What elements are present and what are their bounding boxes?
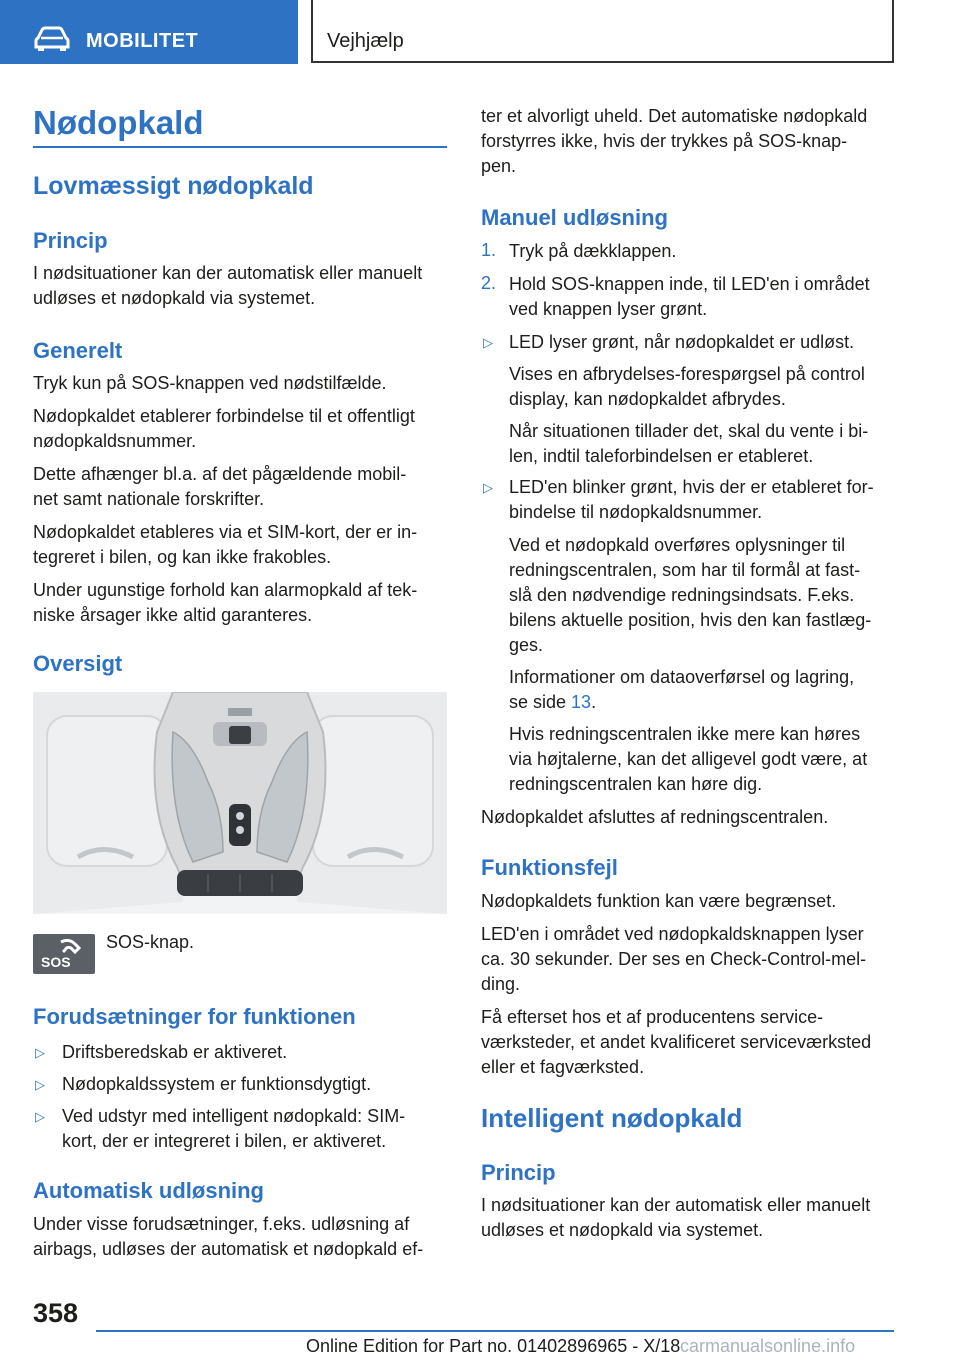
forud-item-1: Driftsberedskab er aktiveret.	[62, 1042, 288, 1062]
result-2-detail: Ved et nødopkald overføres oplysninger til redningscentralen, som har til formål at fast- slå den nødvendige redningsindsats. F.eks. bilens aktuelle position, hvis den kan fastlæg- ges. Informationer om dataoverførsel og lagring, se side 13. Hvis redningscentralen ikke mere kan høres via højtalerne, kan det alligevel godt være, at redningscentralen kan høre dig.	[509, 535, 872, 794]
result-2: LED'en blinker grønt, hvis der er etableret for- bindelse til nødopkaldsnummer.	[509, 477, 874, 522]
heading-generelt: Generelt	[33, 338, 123, 363]
forud-item-3: Ved udstyr med intelligent nødopkald: SIM- kort, der er integreret i bilen, er aktiveret.	[62, 1106, 406, 1151]
step-1: Tryk på dækklappen.	[509, 241, 677, 261]
heading-oversigt: Oversigt	[33, 651, 123, 676]
sos-icon-text: SOS	[41, 954, 71, 970]
result-1: LED lyser grønt, når nødopkaldet er udløst.	[509, 332, 855, 352]
section-tab[interactable]	[0, 0, 298, 64]
page-title: Nødopkald	[33, 104, 204, 141]
result-1-detail: Vises en afbrydelses-forespørgsel på control display, kan nødopkaldet afbrydes. Når situationen tillader det, skal du vente i bi- len, indtil taleforbindelsen er etableret.	[509, 364, 869, 466]
step-number: 1.	[481, 240, 497, 260]
afsluttes-text: Nødopkaldet afsluttes af redningscentralen.	[481, 807, 829, 827]
sos-icon	[33, 934, 95, 974]
section-label: MOBILITET	[86, 30, 199, 52]
heading-princip: Princip	[33, 228, 108, 253]
chapter-label: Vejhjælp	[327, 30, 404, 52]
title-rule	[33, 146, 447, 148]
footer-rule	[96, 1330, 894, 1332]
page-number: 358	[33, 1298, 79, 1328]
step-2: Hold SOS-knappen inde, til LED'en i området ved knappen lyser grønt.	[509, 274, 870, 319]
bullet-icon: ▷	[35, 1045, 45, 1060]
princip-text: I nødsituationer kan der automatisk eller manuelt udløses et nødopkald via systemet.	[33, 263, 423, 308]
automatisk-text: Under visse forudsætninger, f.eks. udløsning af airbags, udløses der automatisk et nødopkald ef-	[33, 1214, 424, 1259]
generelt-text: Tryk kun på SOS-knappen ved nødstilfælde. Nødopkaldet etablerer forbindelse til et offentligt nødopkaldsnummer. Dette afhænger bl.a. af det pågældende mobil- net samt nationale forskrifter. Nødopkaldet etableres via et SIM-kort, der er in- tegreret i bilen, og kan ikke frakobles. Under ugunstige forhold kan alarmopkald af tek- niske årsager ikke altid garanteres.	[33, 373, 418, 625]
step-number: 2.	[481, 273, 497, 293]
heading-princip-2: Princip	[481, 1160, 556, 1185]
page-link[interactable]: 13	[571, 692, 592, 712]
heading-lovmaessigt: Lovmæssigt nødopkald	[33, 172, 314, 200]
edition-text: Online Edition for Part no. 01402896965 - X/18	[306, 1336, 681, 1356]
car-icon	[34, 26, 70, 52]
chapter-header	[311, 0, 894, 63]
heading-manuel: Manuel udløsning	[481, 205, 668, 230]
bullet-icon: ▷	[483, 480, 493, 495]
heading-forudsaetninger: Forudsætninger for funktionen	[33, 1004, 356, 1029]
roof-console-illustration	[33, 692, 447, 914]
princip-2-text: I nødsituationer kan der automatisk eller manuelt udløses et nødopkald via systemet.	[481, 1195, 871, 1240]
forud-item-2: Nødopkaldssystem er funktionsdygtigt.	[62, 1074, 372, 1094]
sos-label: SOS-knap.	[106, 932, 195, 952]
fejl-text: Nødopkaldets funktion kan være begrænset. LED'en i området ved nødopkaldsknappen lyser ca. 30 sekunder. Der ses en Check-Control-mel- ding. Få efterset hos et af producentens service- værksteder, et andet kvalificeret serviceværksted eller et fagværksted.	[481, 891, 872, 1077]
watermark: carmanualsonline.info	[680, 1336, 856, 1356]
heading-funktionsfejl: Funktionsfejl	[481, 855, 618, 880]
automatisk-continued: ter et alvorligt uheld. Det automatiske nødopkald forstyrres ikke, hvis der trykkes på SOS-knap- pen.	[481, 106, 868, 176]
heading-automatisk: Automatisk udløsning	[33, 1178, 264, 1203]
bullet-icon: ▷	[35, 1109, 45, 1124]
bullet-icon: ▷	[483, 335, 493, 350]
bullet-icon: ▷	[35, 1077, 45, 1092]
heading-intelligent: Intelligent nødopkald	[481, 1103, 743, 1133]
